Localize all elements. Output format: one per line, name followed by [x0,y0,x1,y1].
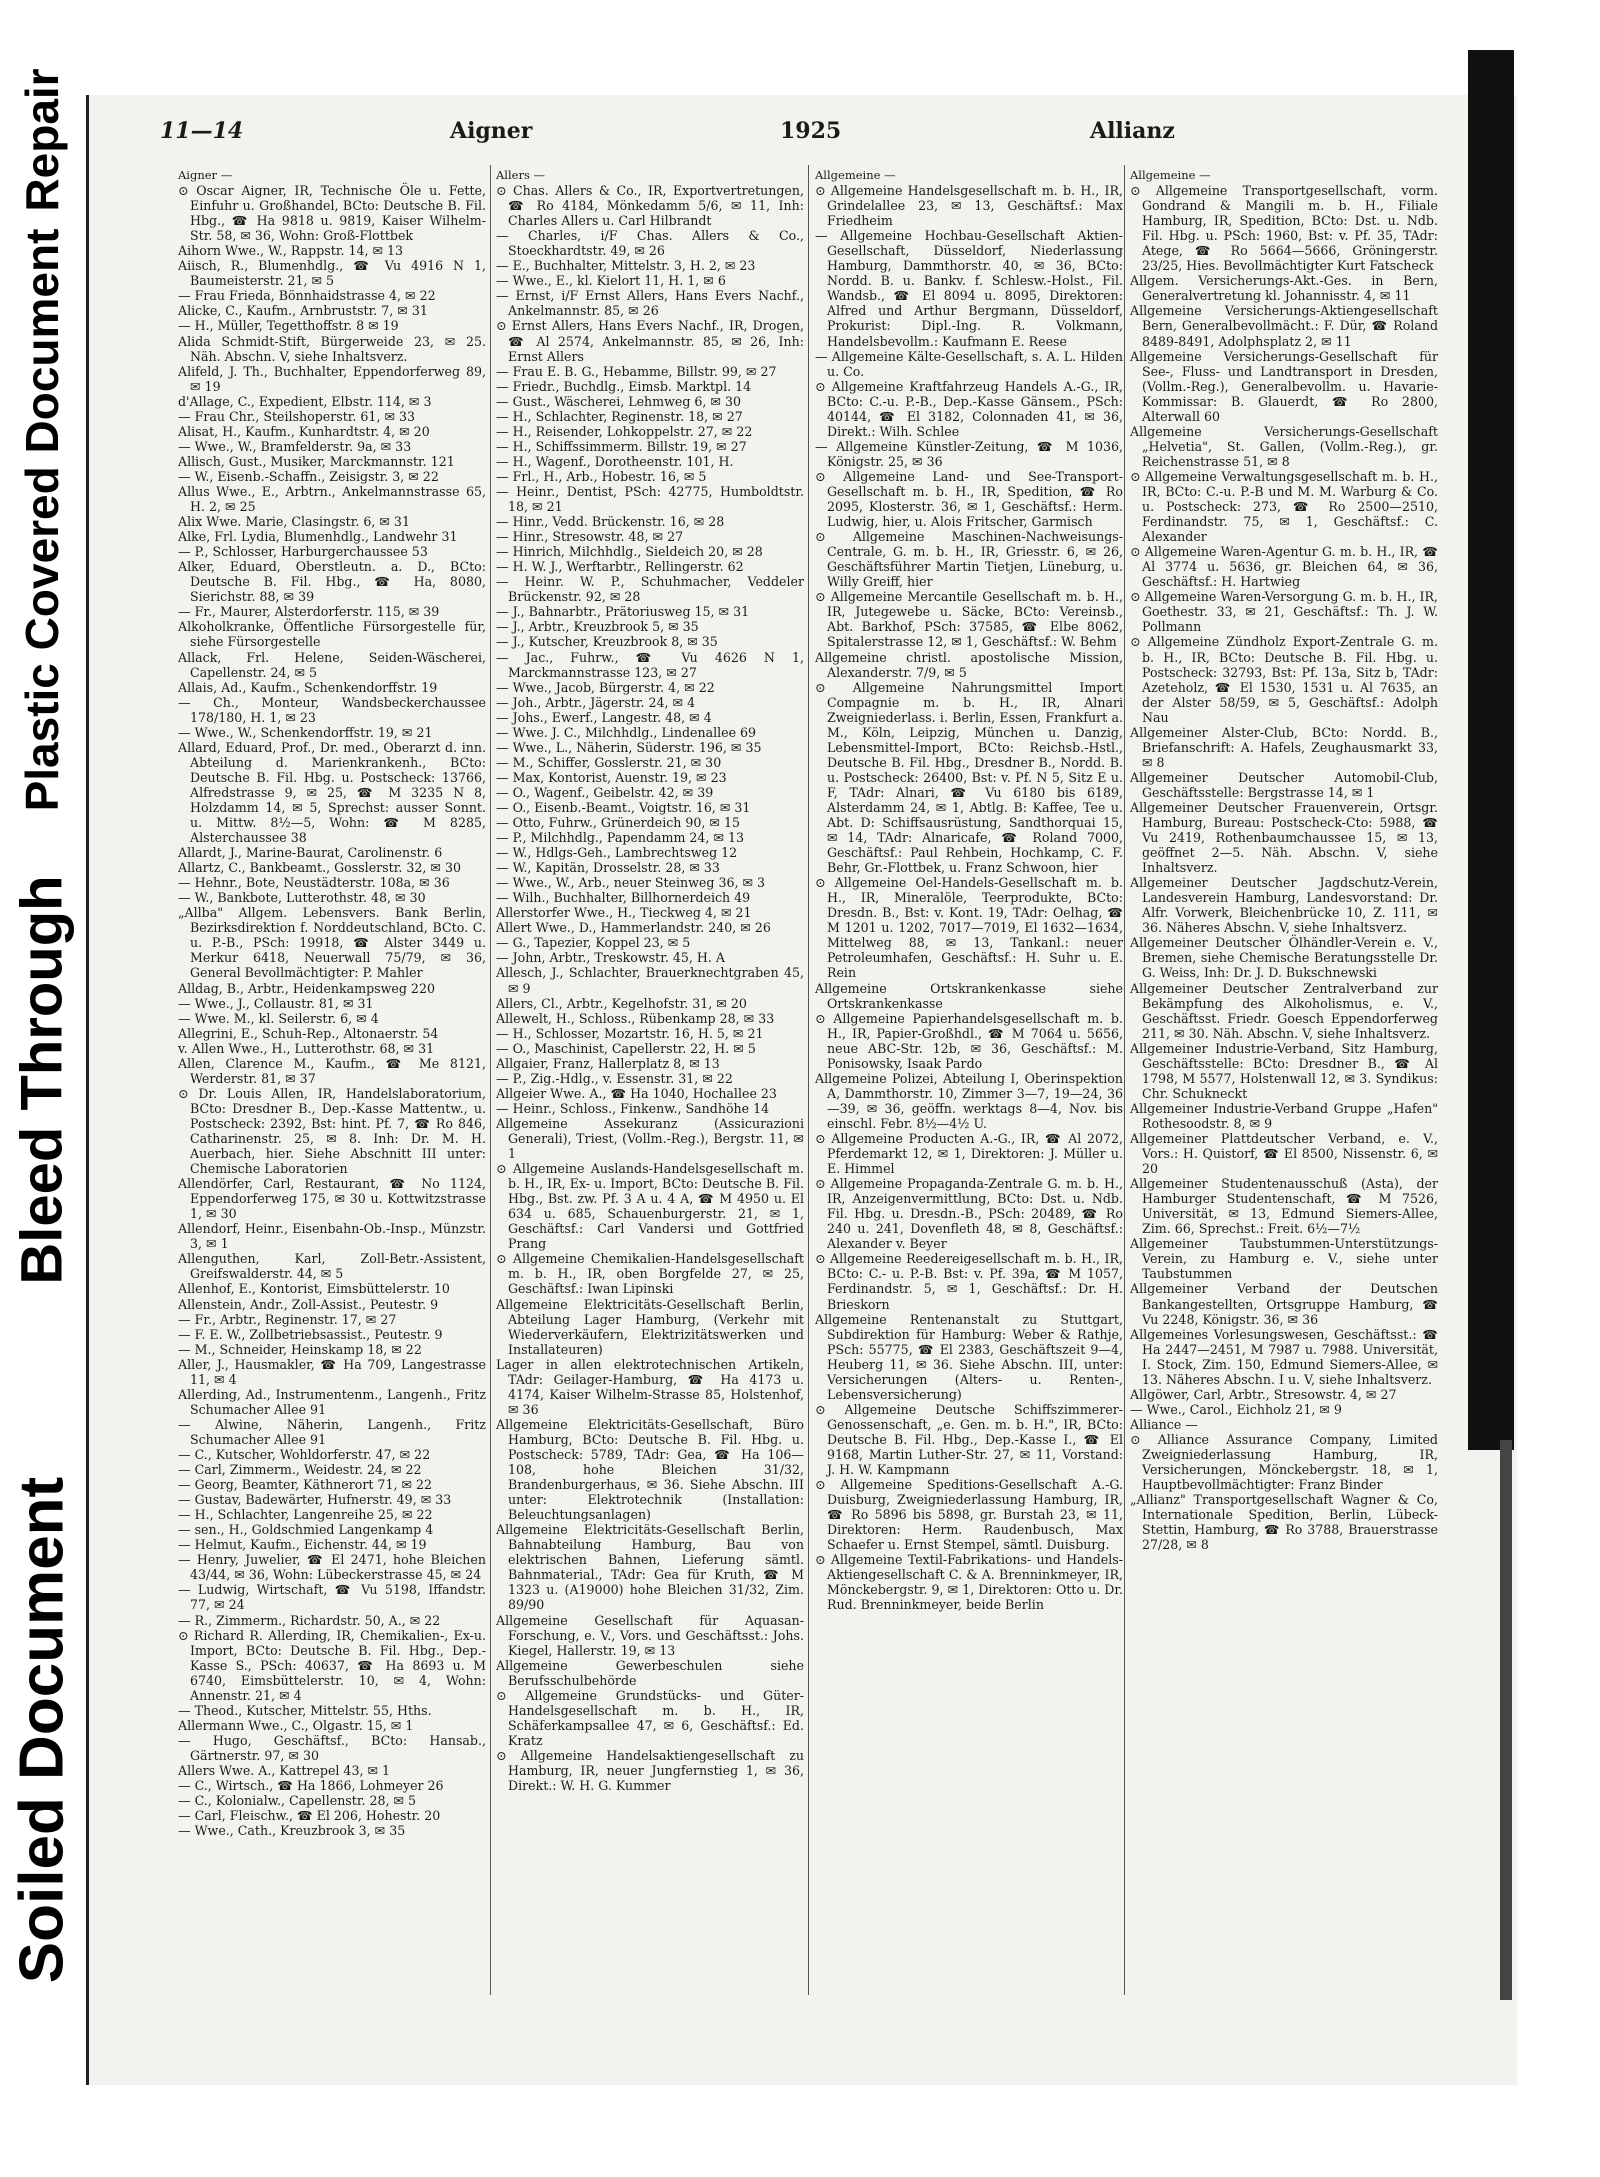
directory-entry: Allgemeiner Industrie-Verband Gruppe „Hafen" Rothesoodstr. 8, ✉ 9 [1130,1100,1438,1131]
directory-entry: — sen., H., Goldschmied Langenkamp 4 [178,1522,434,1538]
directory-entry: Allewelt, H., Schloss., Rübenkamp 28, ✉ 33 [496,1010,775,1026]
directory-entry: — Wwe., Cath., Kreuzbrook 3, ✉ 35 [178,1823,406,1839]
directory-entry: Allgöwer, Carl, Arbtr., Stresowstr. 4, ✉ 27 [1130,1386,1397,1402]
directory-entry: Allgemeiner Industrie-Verband, Sitz Hamburg, Geschäftsstelle: BCto: Dresdner B., ☎ Al 1798, M 5577, Holstenwall 12, ✉ 3. Syndikus: Chr. Schukneckt [1130,1040,1438,1101]
directory-entry: Allendörfer, Carl, Restaurant, ☎ No 1124, Eppendorferweg 175, ✉ 30 u. Kottwitzstrasse 1, ✉ 30 [178,1176,486,1222]
directory-entry: Allenhof, E., Kontorist, Eimsbüttelerstr. 10 [178,1281,450,1297]
directory-entry: Allgemeine Elektricitäts-Gesellschaft, Büro Hamburg, BCto: Deutsche B. Fil. Hbg. u. Postscheck: 5789, TAdr: Gea, ☎ Ha 106—108, hohe Bleichen 31/32, Brandenburgerhaus, ✉ 36. Siehe Abschn. III unter: Elektrotechnik (Installation: Beleuchtungsanlagen) [496,1416,804,1523]
directory-entry: ⊙ Allgemeine Kraftfahrzeug Handels A.-G., IR, BCto: C.-u. P.-B., Dep.-Kasse Gänsem., PSch: 40144, ☎ El 3182, Colonnaden 41, ✉ 36, Direkt.: Wilh. Schlee [815,378,1123,439]
directory-entry: — Allgemeine Hochbau-Gesellschaft Aktien-Gesellschaft, Düsseldorf, Niederlassung Hamburg, Dammthorstr. 40, ✉ 36, BCto: Nordd. B. u. Bankv. f. Schlesw.-Holst., Fil. Wandsb., ☎ El 8094 u. 8095, Direktoren: Alfred und Arthur Bergmann, Düsseldorf, Prokurist: Dipl.-Ing. R. Volkmann, Handelsbevollm.: Kaufmann E. Reese [815,228,1123,349]
directory-entry: — Fr., Arbtr., Reginenstr. 17, ✉ 27 [178,1311,397,1327]
directory-entry: ⊙ Allgemeine Reedereigesellschaft m. b. H., IR, BCto: C.- u. P.-B. Bst: v. Pf. 39a, ☎ M 1057, Ferdinandstr. 5, ✉ 1, Geschäftsf.: Dr. H. Brieskorn [815,1251,1123,1312]
directory-entry: — W., Hdlgs-Geh., Lambrechtsweg 12 [496,845,738,861]
directory-entry: — J., Bahnarbtr., Prätoriusweg 15, ✉ 31 [496,604,750,620]
directory-entry: — Heinr. W. P., Schuhmacher, Veddeler Brückenstr. 92, ✉ 28 [496,574,804,605]
directory-entry: Alisat, H., Kaufm., Kunhardtstr. 4, ✉ 20 [178,423,430,439]
header-first-entry: Aigner [450,118,533,144]
directory-entry: — Jac., Fuhrw., ☎ Vu 4626 N 1, Marckmannstrasse 123, ✉ 27 [496,649,804,680]
directory-entry: Alldag, B., Arbtr., Heidenkampsweg 220 [178,980,435,996]
column-rule [808,165,809,1995]
directory-entry: — John, Arbtr., Treskowstr. 45, H. A [496,950,725,966]
directory-entry: Allgemeine Elektricitäts-Gesellschaft Berlin, Abteilung Lager Hamburg, (Verkehr mit Wiederverkäufern, Elektrizitätswerken und Installateuren) [496,1296,804,1357]
directory-entry: Allgaier, Franz, Hallerplatz 8, ✉ 13 [496,1055,720,1071]
directory-column-4 [1130,168,1438,2048]
directory-entry: — C., Kutscher, Wohldorferstr. 47, ✉ 22 [178,1446,431,1462]
directory-entry: Allgemeine Gesellschaft für Aquasan-Forschung, e. V., Vors. und Geschäftsst.: Johs. Kiegel, Hallerstr. 19, ✉ 13 [496,1612,804,1658]
directory-entry: Alkoholkranke, Öffentliche Fürsorgestelle für, siehe Fürsorgestelle [178,619,486,650]
column-rule [490,165,491,1995]
directory-entry: Allgem. Versicherungs-Akt.-Ges. in Bern, Generalvertretung kl. Johannisstr. 4, ✉ 11 [1130,273,1438,304]
page-number: 11—14 [160,118,244,144]
damage-label-soiled: Soiled Document [7,1476,77,1984]
directory-entry: — Wwe. M., kl. Seilerstr. 6, ✉ 4 [178,1010,379,1026]
directory-entry: Allgemeiner Deutscher Automobil-Club, Geschäftsstelle: Bergstrasse 14, ✉ 1 [1130,769,1438,800]
directory-entry: Allgemeiner Verband der Deutschen Bankangestellten, Ortsgruppe Hamburg, ☎ Vu 2248, Königstr. 36, ✉ 36 [1130,1281,1438,1327]
directory-entry: ⊙ Richard R. Allerding, IR, Chemikalien-, Ex-u. Import, BCto: Deutsche B. Fil. Hbg., Dep.-Kasse S., PSch: 40637, ☎ Ha 8693 u. M 6740, Eimsbüttelerstr. 10, ✉ 4, Wohn: Annenstr. 21, ✉ 4 [178,1627,486,1703]
column-running-head: Allgemeine — [815,168,896,182]
directory-entry: Allus Wwe., E., Arbtrn., Ankelmannstrasse 65, H. 2, ✉ 25 [178,483,486,515]
directory-entry: — Wwe., W., Arb., neuer Steinweg 36, ✉ 3 [496,875,766,891]
directory-entry: ⊙ Allgemeine Propaganda-Zentrale G. m. b. H., IR, Anzeigenvermittlung, BCto: Dst. u. Ndb. Fil. Hbg. u. Dresdn.-B., PSch: 20489, ☎ Ro 240 u. 241, Dovenfleth 48, ✉ 8, Geschäftsf.: Alexander v. Beyer [815,1176,1123,1252]
directory-entry: Allardt, J., Marine-Baurat, Carolinenstr. 6 [178,845,443,861]
directory-entry: ⊙ Allgemeine Auslands-Handelsgesellschaft m. b. H., IR, Ex- u. Import, BCto: Deutsche B. Fil. Hbg., Bst. zw. Pf. 3 A u. 4 A, ☎ M 4950 u. El 634 u. 685, Schauenburgerstr. 21, ✉ 1, Geschäftsf.: Carl Vandersi und Gottfried Prang [496,1161,804,1252]
directory-entry: — Ernst, i/F Ernst Allers, Hans Evers Nachf., Ankelmannstr. 85, ✉ 26 [496,288,804,319]
directory-entry: Aihorn Wwe., W., Rappstr. 14, ✉ 13 [178,243,404,259]
directory-entry: — Wwe., W., Bramfelderstr. 9a, ✉ 33 [178,438,412,454]
directory-entry: — F. E. W., Zollbetriebsassist., Peutestr. 9 [178,1326,443,1342]
directory-entry: ⊙ Chas. Allers & Co., IR, Exportvertretungen, ☎ Ro 4184, Mönkedamm 5/6, ✉ 11, Inh: Charles Allers u. Carl Hilbrandt [496,183,804,229]
directory-entry: Alix Wwe. Marie, Clasingstr. 6, ✉ 31 [178,514,410,530]
directory-entry: Allers, Cl., Arbtr., Kegelhofstr. 31, ✉ 20 [496,995,747,1011]
directory-entry: Allert Wwe., D., Hammerlandstr. 240, ✉ 26 [496,920,771,936]
directory-entry: ⊙ Oscar Aigner, IR, Technische Öle u. Fette, Einfuhr u. Großhandel, BCto: Deutsche B. Fil. Hbg., ☎ Ha 9818 u. 9819, Kaiser Wilhelm-Str. 58, ✉ 36, Wohn: Groß-Flottbek [178,183,486,244]
directory-entry: d'Allage, C., Expedient, Elbstr. 114, ✉ 3 [178,393,432,409]
directory-entry: — Allgemeine Künstler-Zeitung, ☎ M 1036, Königstr. 25, ✉ 36 [815,438,1123,469]
directory-entry: — M., Schneider, Heinskamp 18, ✉ 22 [178,1341,422,1357]
directory-entry: — H., Schlachter, Langenreihe 25, ✉ 22 [178,1507,433,1523]
directory-entry: — H., Schiffssimmerm. Billstr. 19, ✉ 27 [496,438,747,454]
directory-entry: Allgemeine Gewerbeschulen siehe Berufsschulbehörde [496,1657,804,1688]
column-rule [1124,165,1125,1995]
directory-entry: — H., Müller, Tegetthoffstr. 8 ✉ 19 [178,318,399,334]
scan-edge-shadow-lower [1500,1440,1512,2000]
directory-entry: — Alwine, Näherin, Langenh., Fritz Schumacher Allee 91 [178,1416,486,1447]
directory-entry: ⊙ Allgemeine Waren-Versorgung G. m. b. H., IR, Goethestr. 33, ✉ 21, Geschäftsf.: Th. J. W. Pollmann [1130,589,1438,635]
directory-entry: Allgemeine Versicherungs-Gesellschaft für See-, Fluss- und Landtransport in Dresden, (Vollm.-Reg.), Generalbevollm. u. Havarie-Kommissar: B. Glauerdt, ☎ Ro 2800, Alterwall 60 [1130,348,1438,424]
directory-entry: — W., Bankbote, Lutterothstr. 48, ✉ 30 [178,890,426,906]
directory-entry: Allegrini, E., Schuh-Rep., Altonaerstr. 54 [178,1025,439,1041]
directory-entry: — Friedr., Buchdlg., Eimsb. Marktpl. 14 [496,378,752,394]
directory-entry: — Wwe., E., kl. Kielort 11, H. 1, ✉ 6 [496,273,726,289]
directory-entry: — P., Zig.-Hdlg., v. Essenstr. 31, ✉ 22 [496,1070,733,1086]
directory-entry: Allais, Ad., Kaufm., Schenkendorffstr. 19 [178,679,438,695]
directory-entry: — Theod., Kutscher, Mittelstr. 55, Hths. [178,1702,432,1718]
directory-entry: — Frau Chr., Steilshoperstr. 61, ✉ 33 [178,408,416,424]
header-year: 1925 [780,118,842,144]
directory-entry: — P., Milchhdlg., Papendamm 24, ✉ 13 [496,830,745,846]
directory-entry: Allgemeiner Deutscher Zentralverband zur Bekämpfung des Alkoholismus, e. V., Geschäftsst. Friedr. Goesch Eppendorferweg 211, ✉ 30. Näh. Abschn. V, siehe Inhaltsverz. [1130,980,1438,1041]
directory-entry: Allesch, J., Schlachter, Brauerknechtgraben 45, ✉ 9 [496,965,804,996]
directory-entry: — Ch., Monteur, Wandsbeckerchaussee 178/180, H. 1, ✉ 23 [178,694,486,725]
directory-entry: — Gustav, Badewärter, Hufnerstr. 49, ✉ 33 [178,1492,452,1508]
directory-entry: Allgemeines Vorlesungswesen, Geschäftsst.: ☎ Ha 2447—2451, M 7987 u. 7988. Universität, I. Stock, Zim. 150, Edmund Siemers-Allee, ✉ 13. Näheres Abschn. I u. V, siehe Inhaltsverz. [1130,1326,1438,1387]
directory-entry: — H., Schlachter, Reginenstr. 18, ✉ 27 [496,408,743,424]
directory-entry: — Wwe., J., Collaustr. 81, ✉ 31 [178,995,374,1011]
directory-entry: — Otto, Fuhrw., Grünerdeich 90, ✉ 15 [496,815,741,831]
directory-entry: Allgemeine Versicherungs-Aktiengesellschaft Bern, Generalbevollmächt.: F. Dür, ☎ Roland 8489-8491, Adolphsplatz 2, ✉ 11 [1130,303,1438,349]
directory-entry: — G., Tapezier, Koppel 23, ✉ 5 [496,935,691,951]
directory-entry: — Hugo, Geschäftsf., BCto: Hansab., Gärtnerstr. 97, ✉ 30 [178,1732,486,1763]
directory-entry: Allartz, C., Bankbeamt., Gosslerstr. 32, ✉ 30 [178,860,461,876]
directory-entry: Allendorf, Heinr., Eisenbahn-Ob.-Insp., Münzstr. 3, ✉ 1 [178,1221,486,1252]
directory-entry: Allers Wwe. A., Kattrepel 43, ✉ 1 [178,1762,391,1778]
header-last-entry: Allianz [1090,118,1175,144]
damage-label-plastic: Plastic Covered Document [16,228,68,812]
directory-entry: Allisch, Gust., Musiker, Marckmannstr. 121 [178,453,455,469]
directory-entry: ⊙ Dr. Louis Allen, IR, Handelslaboratorium, BCto: Dresdner B., Dep.-Kasse Mattentw., u. Postscheck: 2392, Bst: hint. Pf. 7, ☎ Ro 846, Catharinenstr. 25, ✉ 8. Inh: Dr. M. H. Auerbach, hier. Siehe Abschnitt III unter: Chemische Laboratorien [178,1085,486,1177]
directory-entry: Allen, Clarence M., Kaufm., ☎ Me 8121, Werderstr. 81, ✉ 37 [178,1055,486,1086]
directory-entry: Alker, Eduard, Oberstleutn. a. D., BCto: Deutsche B. Fil. Hbg., ☎ Ha, 8080, Sierichstr. 88, ✉ 39 [178,559,486,605]
directory-entry: — Wwe., W., Schenkendorffstr. 19, ✉ 21 [178,724,433,740]
damage-label-repair: Repair [16,68,68,212]
directory-entry: — Joh., Arbtr., Jägerstr. 24, ✉ 4 [496,694,696,710]
directory-entry: Allgemeine Ortskrankenkasse siehe Ortskrankenkasse [815,980,1123,1011]
directory-entry: — H., Schlosser, Mozartstr. 16, H. 5, ✉ 21 [496,1025,764,1041]
directory-entry: — Hinrich, Milchhdlg., Sieldeich 20, ✉ 28 [496,544,763,560]
directory-entry: — Helmut, Kaufm., Eichenstr. 44, ✉ 19 [178,1537,427,1553]
directory-entry: Alicke, C., Kaufm., Arnbruststr. 7, ✉ 31 [178,303,428,319]
directory-entry: Allgemeine Rentenanstalt zu Stuttgart, Subdirektion für Hamburg: Weber & Rathje, PSch: 55775, ☎ El 2383, Geschäftszeit 9—4, Heuberg 11, ✉ 36. Siehe Abschn. III, unter: Versicherungen (Alters- u. Renten-, Lebensversicherung) [815,1311,1123,1402]
directory-entry: ⊙ Allgemeine Oel-Handels-Gesellschaft m. b. H., IR, Mineralöle, Teerprodukte, BCto: Dresdn. B., Bst: v. Kont. 19, TAdr: Oelhag, ☎ M 1201 u. 1202, 7017—7019, El 1632—1634, Mittelweg 88, ✉ 13, Tankanl.: neuer Petroleumhafen, Geschäftsf.: H. Suhr u. E. Rein [815,875,1123,981]
directory-entry: — Ludwig, Wirtschaft, ☎ Vu 5198, Iffandstr. 77, ✉ 24 [178,1582,486,1613]
scan-edge-shadow [1468,50,1514,1450]
directory-entry: Allgemeiner Alster-Club, BCto: Nordd. B., Briefanschrift: A. Hafels, Zeughausmarkt 33, ✉ 8 [1130,724,1438,770]
directory-entry: Aller, J., Hausmakler, ☎ Ha 709, Langestrasse 11, ✉ 4 [178,1356,486,1387]
directory-entry: ⊙ Ernst Allers, Hans Evers Nachf., IR, Drogen, ☎ Al 2574, Ankelmannstr. 85, ✉ 26, Inh: Ernst Allers [496,318,804,364]
directory-entry: — Wwe., L., Näherin, Süderstr. 196, ✉ 35 [496,739,762,755]
directory-entry: Allgemeiner Deutscher Ölhändler-Verein e. V., Bremen, siehe Chemische Beratungsstelle Dr. G. Weiss, Inh: Dr. J. D. Bukschnewski [1130,935,1438,981]
directory-entry: ⊙ Allgemeine Grundstücks- und Güter-Handelsgesellschaft m. b. H., IR, Schäferkampsallee 47, ✉ 6, Geschäftsf.: Ed. Kratz [496,1687,804,1748]
directory-entry: „Allianz" Transportgesellschaft Wagner & Co, Internationale Spedition, Berlin, Lübeck-Stettin, Hamburg, ☎ Ro 3788, Brauerstrasse 27/28, ✉ 8 [1130,1492,1438,1553]
directory-entry: ⊙ Allgemeine Zündholz Export-Zentrale G. m. b. H., IR, BCto: Deutsche B. Fil. Hbg. u. Postscheck: 32793, Bst: Pf. 13a, Sitz b, TAdr: Azeteholz, ☎ El 1530, 1531 u. Al 7635, an der Alster 58/59, ✉ 5, Geschäftsf.: Adolph Nau [1130,634,1438,725]
directory-entry: Allenguthen, Karl, Zoll-Betr.-Assistent, Greifswalderstr. 44, ✉ 5 [178,1251,486,1282]
directory-entry: Allermann Wwe., C., Olgastr. 15, ✉ 1 [178,1717,414,1733]
directory-entry: — Wwe., Carol., Eichholz 21, ✉ 9 [1130,1401,1342,1417]
column-running-head: Aigner — [178,168,233,182]
column-running-head: Allers — [496,168,546,182]
directory-entry: — Allgemeine Kälte-Gesellschaft, s. A. L. Hilden u. Co. [815,348,1123,379]
directory-entry: — M., Schiffer, Gosslerstr. 21, ✉ 30 [496,754,722,770]
directory-entry: ⊙ Allgemeine Land- und See-Transport-Gesellschaft m. b. H., IR, Spedition, ☎ Ro 2095, Klosterstr. 36, ✉ 1, Geschäftsf.: Herm. Ludwig, hier, u. Alois Fritscher, Garmisch [815,468,1123,530]
directory-entry: — Charles, i/F Chas. Allers & Co., Stoeckhardtstr. 49, ✉ 26 [496,228,804,259]
directory-entry: Aiisch, R., Blumenhdlg., ☎ Vu 4916 N 1, Baumeisterstr. 21, ✉ 5 [178,258,486,289]
directory-entry: ⊙ Allgemeine Transportgesellschaft, vorm. Gondrand & Mangili m. b. H., Filiale Hamburg, IR, Spedition, BCto: Dst. u. Ndb. Fil. Hbg. u. PSch: 1960, Bst: v. Pf. 35, TAdr: Atege, ☎ Ro 5664—5666, Gröningerstr. 23/25, Hies. Bevollmächtigter Kurt Fatscheck [1130,183,1438,274]
directory-entry: Lager in allen elektrotechnischen Artikeln, TAdr: Geilager-Hamburg, ☎ Ha 4173 u. 4174, Kaiser Wilhelm-Strasse 85, Holstenhof, ✉ 36 [496,1356,804,1417]
directory-entry: — Fr., Maurer, Alsterdorferstr. 115, ✉ 39 [178,604,440,620]
directory-entry: — E., Buchhalter, Mittelstr. 3, H. 2, ✉ 23 [496,258,756,274]
directory-entry: ⊙ Allgemeine Speditions-Gesellschaft A.-G. Duisburg, Zweigniederlassung Hamburg, IR, ☎ Ro 5896 bis 5898, gr. Burstah 23, ✉ 11, Direktoren: Herm. Raudenbusch, Max Schaefer u. Ernst Stempel, sämtl. Duisburg. [815,1477,1123,1553]
directory-entry: Allgemeiner Plattdeutscher Verband, e. V., Vors.: H. Quistorf, ☎ El 8500, Nissenstr. 6, ✉ 20 [1130,1131,1438,1177]
directory-entry: Allard, Eduard, Prof., Dr. med., Oberarzt d. inn. Abteilung d. Marienkrankenh., BCto: Deutsche B. Fil. Hbg. u. Postscheck: 13766, Alfredstrasse 9, ✉ 25, ☎ M 3235 N 8, Holzdamm 14, ✉ 5, Sprechst: ausser Sonnt. u. Mittw. 8½—5, Wohn: ☎ M 8285, Alsterchaussee 38 [178,739,486,846]
directory-entry: — O., Eisenb.-Beamt., Voigtstr. 16, ✉ 31 [496,799,751,815]
directory-entry: — Wwe. J. C., Milchhdlg., Lindenallee 69 [496,724,757,740]
directory-entry: — R., Zimmerm., Richardstr. 50, A., ✉ 22 [178,1612,441,1628]
directory-entry: v. Allen Wwe., H., Lutterothstr. 68, ✉ 31 [178,1040,435,1056]
directory-entry: Allgemeiner Taubstummen-Unterstützungs-Verein, zu Hamburg e. V., siehe unter Taubstummen [1130,1236,1438,1282]
directory-entry: ⊙ Allgemeine Nahrungsmittel Import Compagnie m. b. H., IR, Alnari Zweigniederlass. i. Berlin, Essen, Frankfurt a. M., Köln, Leipzig, München u. Danzig, Lebensmittel-Import, BCto: Reichsb.-Hstl., Deutsche B. Fil. Hbg., Dresdner B., Nordd. B. u. Postscheck: 26400, Bst: v. Pf. N 5, Sitz E u. F, TAdr: Alnari, ☎ Vu 6180 bis 6189, Alsterdamm 24, ✉ 1, Abtlg. B: Kaffee, Tee u. Abt. D: Schiffsausrüstung, Sandthorquai 15, ✉ 14, TAdr: Alnaricafe, ☎ Roland 7000, Geschäftsf.: Paul Rehbein, Hochkamp, C. F. Behr, Gr.-Flottbek, u. Franz Schwoon, hier [815,679,1123,876]
directory-entry: ⊙ Allgemeine Verwaltungsgesellschaft m. b. H., IR, BCto: C.-u. P.-B und M. M. Warburg & Co. u. Postscheck: 273, ☎ Ro 2500—2510, Ferdinandstr. 75, ✉ 1, Geschäftsf.: C. Alexander [1130,468,1438,545]
directory-entry: Allgemeine Polizei, Abteilung I, Oberinspektion A, Dammthorstr. 10, Zimmer 3—7, 19—24, 36—39, ✉ 36, geöffn. werktags 8—4, Nov. bis einschl. Febr. 8½—4½ U. [815,1070,1123,1131]
directory-entry: ⊙ Allgemeine Deutsche Schiffszimmerer-Genossenschaft, „e. Gen. m. b. H.", IR, BCto: Deutsche B. Fil. Hbg., Dep.-Kasse I., ☎ El 9168, Martin Luther-Str. 27, ✉ 11, Vorstand: J. H. W. Kampmann [815,1401,1123,1478]
directory-entry: — H. W. J., Werftarbtr., Rellingerstr. 62 [496,559,744,575]
directory-entry: — Georg, Beamter, Käthnerort 71, ✉ 22 [178,1477,433,1493]
directory-entry: — Carl, Zimmerm., Weidestr. 24, ✉ 22 [178,1462,422,1478]
directory-entry: — C., Kolonialw., Capellenstr. 28, ✉ 5 [178,1793,417,1809]
directory-entry: Alida Schmidt-Stift, Bürgerweide 23, ✉ 25. Näh. Abschn. V, siehe Inhaltsverz. [178,333,486,364]
directory-entry: ⊙ Allgemeine Papierhandelsgesellschaft m. b. H., IR, Papier-Großhdl., ☎ M 7064 u. 5656, neue ABC-Str. 12b, ✉ 36, Geschäftsf.: M. Ponisowsky, Isaak Pardo [815,1010,1123,1071]
directory-entry: Allgeier Wwe. A., ☎ Ha 1040, Hochallee 23 [496,1085,777,1101]
directory-entry: — Henry, Juwelier, ☎ El 2471, hohe Bleichen 43/44, ✉ 36, Wohn: Lübeckerstrasse 45, ✉ 24 [178,1552,486,1583]
directory-entry: Allerding, Ad., Instrumentenm., Langenh., Fritz Schumacher Allee 91 [178,1386,486,1417]
directory-entry: ⊙ Allgemeine Maschinen-Nachweisungs-Centrale, G. m. b. H., IR, Griesstr. 6, ✉ 26, Geschäftsführer Martin Tietjen, Lüneburg, u. Willy Greiff, hier [815,529,1123,590]
directory-entry: Alifeld, J. Th., Buchhalter, Eppendorferweg 89, ✉ 19 [178,363,486,394]
directory-entry: Allgemeiner Studentenausschuß (Asta), der Hamburger Studentenschaft, ☎ M 7526, Universität, ✉ 13, Edmund Siemers-Allee, Zim. 66, Sprechst.: Freit. 6½—7½ [1130,1176,1438,1237]
directory-entry: — P., Schlosser, Harburgerchaussee 53 [178,544,428,560]
directory-column-3 [815,168,1123,2048]
directory-entry: — Heinr., Schloss., Finkenw., Sandhöhe 14 [496,1100,770,1116]
directory-entry: Allenstein, Andr., Zoll-Assist., Peutestr. 9 [178,1296,439,1312]
directory-entry: — Carl, Fleischw., ☎ El 206, Hohestr. 20 [178,1808,441,1824]
directory-entry: ⊙ Allgemeine Waren-Agentur G. m. b. H., IR, ☎ Al 3774 u. 5636, gr. Bleichen 64, ✉ 36, Geschäftsf.: H. Hartwieg [1130,544,1438,590]
directory-entry: ⊙ Allgemeine Producten A.-G., IR, ☎ Al 2072, Pferdemarkt 12, ✉ 1, Direktoren: J. Müller u. E. Himmel [815,1131,1123,1177]
directory-entry: ⊙ Allgemeine Mercantile Gesellschaft m. b. H., IR, Jutegewebe u. Säcke, BCto: Vereinsb., Abt. Barkhof, PSch: 37585, ☎ Elbe 8062, Spitalerstrasse 12, ✉ 1, Geschäftsf.: W. Behm [815,589,1123,650]
directory-entry: ⊙ Allgemeine Handelsgesellschaft m. b. H., IR, Grindelallee 23, ✉ 13, Geschäftsf.: Max Friedheim [815,183,1123,229]
directory-entry: — Wilh., Buchhalter, Billhornerdeich 49 [496,890,751,906]
directory-entry: Alke, Frl. Lydia, Blumenhdlg., Landwehr 31 [178,529,458,545]
directory-entry: — Heinr., Dentist, PSch: 42775, Humboldtstr. 18, ✉ 21 [496,483,804,515]
directory-entry: „Allba" Allgem. Lebensvers. Bank Berlin, Bezirksdirektion f. Norddeutschland, BCto. C. u. P.-B., PSch: 19918, ☎ Alster 3449 u. Merkur 6418, Neuerwall 75/79, ✉ 36, General Bevollmächtigter: P. Mahler [178,905,486,981]
directory-entry: ⊙ Allgemeine Textil-Fabrikations- und Handels-Aktiengesellschaft C. & A. Brenninkmeyer, IR, Mönckebergstr. 9, ✉ 1, Direktoren: Otto u. Dr. Rud. Brenninkmeyer, beide Berlin [815,1552,1123,1613]
directory-column-2 [496,168,804,2048]
directory-entry: Allack, Frl. Helene, Seiden-Wäscherei, Capellenstr. 24, ✉ 5 [178,649,486,680]
directory-entry: ⊙ Allgemeine Handelsaktiengesellschaft zu Hamburg, IR, neuer Jungfernstieg 1, ✉ 36, Direkt.: W. H. G. Kummer [496,1747,804,1794]
directory-entry: — Wwe., Jacob, Bürgerstr. 4, ✉ 22 [496,679,715,695]
directory-entry: — Hinr., Vedd. Brückenstr. 16, ✉ 28 [496,514,725,530]
directory-entry: — Frau E. B. G., Hebamme, Billstr. 99, ✉ 27 [496,363,777,379]
directory-entry: Allgemeine Versicherungs-Gesellschaft „Helvetia", St. Gallen, (Vollm.-Reg.), gr. Reichenstrasse 51, ✉ 8 [1130,423,1438,469]
directory-entry: Allerstorfer Wwe., H., Tieckweg 4, ✉ 21 [496,905,752,921]
directory-entry: Allgemeine christl. apostolische Mission, Alexanderstr. 7/9, ✉ 5 [815,649,1123,680]
directory-entry: — Hehnr., Bote, Neustädterstr. 108a, ✉ 36 [178,875,450,891]
page-header [160,118,1480,152]
directory-entry: — O., Wagenf., Geibelstr. 42, ✉ 39 [496,784,714,800]
directory-entry: ⊙ Alliance Assurance Company, Limited Zweigniederlassung Hamburg, IR, Versicherungen, Mönckebergstr. 18, ✉ 1, Hauptbevollmächtigter: Franz Binder [1130,1431,1438,1493]
directory-column-1 [178,168,486,2048]
directory-entry: — C., Wirtsch., ☎ Ha 1866, Lohmeyer 26 [178,1778,444,1794]
directory-entry: — W., Kapitän, Drosselstr. 28, ✉ 33 [496,860,720,876]
directory-entry: — Frau Frieda, Bönnhaidstrasse 4, ✉ 22 [178,288,436,304]
directory-entry: — Hinr., Stresowstr. 48, ✉ 27 [496,529,684,545]
directory-entry: — Max, Kontorist, Auenstr. 19, ✉ 23 [496,769,727,785]
damage-label-bleed: Bleed Through [9,875,75,1285]
directory-entry: Allgemeiner Deutscher Frauenverein, Ortsgr. Hamburg, Bureau: Postscheck-Cto: 5988, ☎ Vu 2419, Rothenbaumchaussee 15, ✉ 13, geöffnet 2—5. Näh. Abschn. V, siehe Inhaltsverz. [1130,799,1438,876]
damage-labels [0,68,84,1984]
directory-entry: — Johs., Ewerf., Langestr. 48, ✉ 4 [496,709,712,725]
directory-entry: — Gust., Wäscherei, Lehmweg 6, ✉ 30 [496,393,742,409]
directory-entry: Allgemeine Assekuranz (Assicurazioni Generali), Triest, (Vollm.-Reg.), Bergstr. 11, ✉ 1 [496,1115,804,1162]
directory-entry: — O., Maschinist, Capellerstr. 22, H. ✉ 5 [496,1040,756,1056]
column-running-head: Allgemeine — [1130,168,1211,182]
directory-entry: — H., Reisender, Lohkoppelstr. 27, ✉ 22 [496,423,753,439]
directory-entry: — H., Wagenf., Dorotheenstr. 101, H. [496,453,734,469]
directory-entry: Allgemeine Elektricitäts-Gesellschaft Berlin, Bahnabteilung Hamburg, Bau von elektrischen Bahnen, Lieferung sämtl. Bahnmaterial., TAdr: Gea für Kruth, ☎ M 1323 u. (A19000) hohe Bleichen 31/32, Zim. 89/90 [496,1522,804,1613]
directory-entry: — W., Eisenb.-Schaffn., Zeisigstr. 3, ✉ 22 [178,468,439,484]
directory-entry: ⊙ Allgemeine Chemikalien-Handelsgesellschaft m. b. H., IR, oben Borgfelde 27, ✉ 25, Geschäftsf.: Iwan Lipinski [496,1251,804,1297]
directory-entry: Alliance — [1130,1416,1198,1432]
directory-entry: — Frl., H., Arb., Hobestr. 16, ✉ 5 [496,468,707,484]
directory-entry: — J., Kutscher, Kreuzbrook 8, ✉ 35 [496,634,718,650]
directory-entry: — J., Arbtr., Kreuzbrook 5, ✉ 35 [496,619,699,635]
directory-entry: Allgemeiner Deutscher Jagdschutz-Verein, Landesverein Hamburg, Landesvorstand: Dr. Alfr. Vorwerk, Bleichenbrücke 10, Z. 111, ✉ 36. Näheres Abschn. V, siehe Inhaltsverz. [1130,875,1438,936]
